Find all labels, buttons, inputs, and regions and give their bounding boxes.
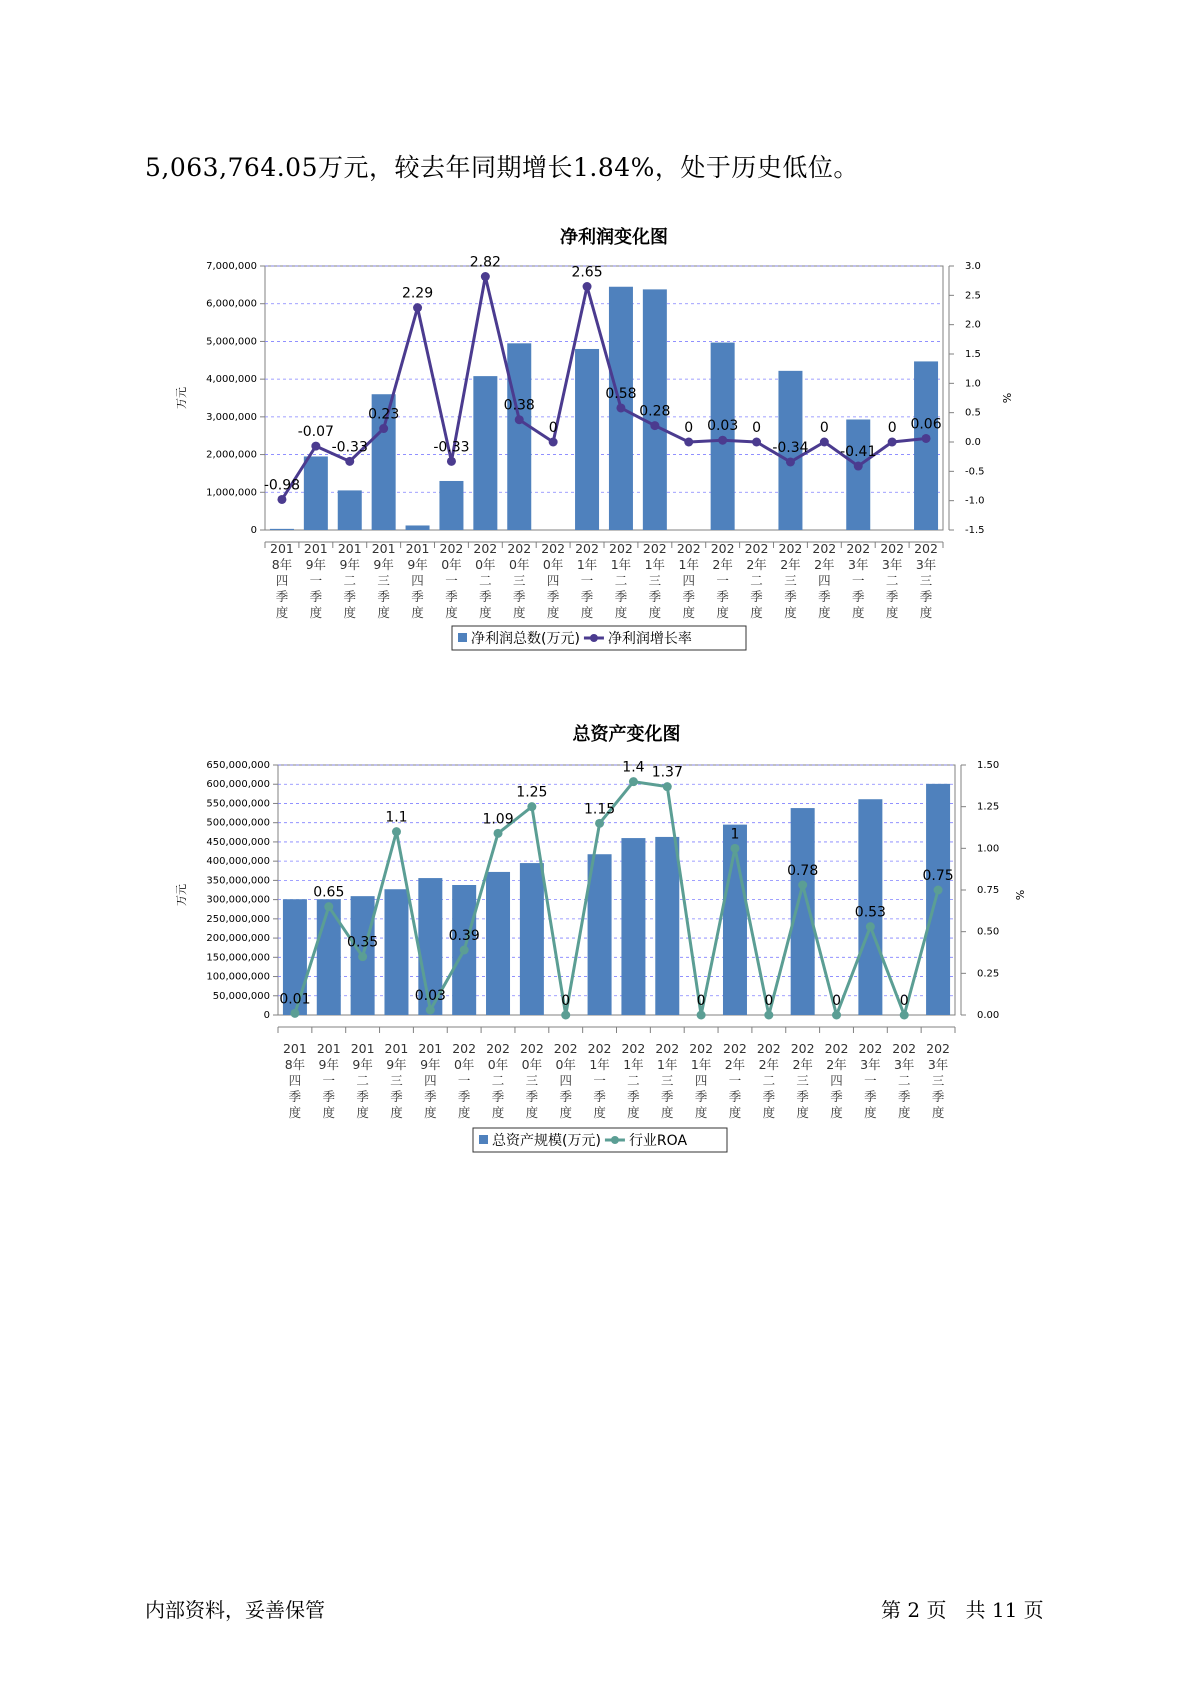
- legend-label-line: 行业ROA: [628, 1133, 688, 1149]
- y-tick-label: 550,000,000: [206, 798, 270, 810]
- y2-tick-label: 0.0: [965, 437, 981, 448]
- data-label: 0: [548, 420, 558, 436]
- y-tick-label: 2,000,000: [206, 449, 257, 461]
- line-point: [290, 1009, 299, 1018]
- data-label: 2.82: [469, 254, 501, 271]
- x-tick-label: 202 0年三季度: [519, 1041, 544, 1120]
- y-tick-label: 4,000,000: [206, 374, 257, 386]
- x-tick-label: 202 2年四季度: [812, 541, 837, 620]
- y2-tick-label: 0.25: [977, 968, 1000, 980]
- bar: [846, 419, 870, 530]
- chart-legend: [473, 1128, 727, 1152]
- data-label: 1.15: [583, 801, 616, 818]
- y2-tick-label: 1.0: [965, 378, 981, 390]
- x-tick-label: 201 9年二季度: [350, 1041, 375, 1120]
- y2-tick-label: -1.0: [965, 495, 985, 507]
- line-point: [358, 952, 367, 961]
- data-label: 1.25: [516, 784, 548, 801]
- data-label: 1.1: [385, 809, 408, 826]
- y2-axis-title: %: [1000, 392, 1013, 404]
- data-label: 0.06: [910, 416, 942, 433]
- y2-tick-label: 0.75: [977, 885, 1000, 896]
- line-point: [583, 282, 592, 291]
- line-point: [561, 1011, 570, 1020]
- data-label: 0.38: [503, 397, 535, 414]
- y-tick-label: 650,000,000: [206, 760, 270, 771]
- data-label: 1.4: [622, 759, 645, 776]
- bar: [384, 889, 408, 1015]
- line-point: [922, 434, 931, 443]
- line-point: [481, 272, 490, 281]
- y2-tick-label: 1.5: [965, 349, 981, 360]
- x-tick-label: 202 1年四季度: [689, 1041, 714, 1120]
- x-tick-label: 201 8年四季度: [282, 1041, 307, 1120]
- legend-label-bar: 净利润总数(万元): [471, 631, 580, 647]
- data-label: 0.23: [368, 406, 400, 423]
- x-tick-label: 202 0年三季度: [507, 541, 532, 620]
- y-tick-label: 450,000,000: [206, 836, 270, 848]
- x-tick-label: 202 3年二季度: [880, 541, 905, 620]
- data-label: 0.03: [414, 988, 446, 1004]
- x-tick-label: 202 0年一季度: [452, 1041, 477, 1120]
- data-label: 0: [696, 993, 706, 1009]
- data-label: 0: [561, 993, 571, 1009]
- line-point: [595, 819, 604, 828]
- x-tick-label: 202 3年一季度: [858, 1041, 883, 1120]
- y2-tick-label: 2.0: [965, 319, 981, 331]
- x-tick-label: 201 9年三季度: [371, 541, 396, 620]
- line-point: [798, 881, 807, 890]
- x-tick-label: 201 9年一季度: [316, 1041, 341, 1120]
- line-point: [786, 457, 795, 466]
- footer-page-number: 第 2 页 共 11 页: [881, 1598, 1044, 1622]
- y2-tick-label: 1.00: [977, 843, 1000, 855]
- x-tick-label: 202 3年一季度: [846, 541, 871, 620]
- line-point: [650, 421, 659, 430]
- bar: [270, 529, 294, 530]
- line-point: [324, 902, 333, 911]
- line-point: [888, 438, 897, 447]
- x-tick-label: 201 8年四季度: [270, 541, 294, 620]
- data-label: 0.78: [787, 863, 819, 879]
- line-point: [460, 946, 469, 955]
- y-tick-label: 0: [250, 525, 257, 536]
- y-tick-label: 350,000,000: [206, 875, 270, 887]
- x-tick-label: 202 2年四季度: [824, 1041, 849, 1120]
- x-tick-label: 202 2年一季度: [710, 541, 735, 620]
- x-tick-label: 202 2年一季度: [723, 1041, 747, 1120]
- data-label: 0.58: [605, 385, 637, 402]
- line-point: [549, 438, 558, 447]
- legend-label-line: 净利润增长率: [607, 631, 692, 647]
- data-label: 0.01: [279, 991, 311, 1008]
- data-label: 2.65: [571, 264, 603, 281]
- line-point: [345, 457, 354, 466]
- bar: [338, 490, 362, 530]
- x-tick-label: 202 0年二季度: [486, 1041, 510, 1120]
- y2-tick-label: 1.50: [977, 760, 1000, 771]
- y2-tick-label: 2.5: [965, 290, 981, 302]
- y-tick-label: 3,000,000: [206, 411, 257, 423]
- data-label: 0: [684, 420, 694, 436]
- data-label: 1.37: [651, 764, 683, 781]
- x-tick-label: 202 1年一季度: [575, 541, 599, 620]
- y-tick-label: 400,000,000: [206, 856, 270, 868]
- legend-label-bar: 总资产规模(万元): [492, 1133, 601, 1149]
- data-label: -0.34: [772, 439, 809, 456]
- line-point: [311, 442, 320, 451]
- line-point: [379, 424, 388, 433]
- y-tick-label: 200,000,000: [206, 933, 270, 945]
- x-tick-label: 202 3年三季度: [926, 1041, 951, 1120]
- footer-confidential: 内部资料，妥善保管: [145, 1598, 325, 1622]
- line-point: [832, 1011, 841, 1020]
- legend-bar-swatch: [458, 633, 467, 642]
- x-tick-label: 202 1年四季度: [676, 541, 701, 620]
- x-tick-label: 201 9年一季度: [303, 541, 328, 620]
- bar: [473, 376, 497, 530]
- y2-tick-label: 0.50: [977, 926, 1000, 938]
- x-tick-label: 202 1年三季度: [655, 1041, 680, 1120]
- plot-area: [265, 266, 943, 530]
- x-tick-label: 202 2年二季度: [756, 1041, 781, 1120]
- chart-title: 总资产变化图: [572, 724, 681, 745]
- legend-bar-swatch: [479, 1135, 488, 1144]
- data-label: 0: [764, 993, 774, 1009]
- line-point: [752, 438, 761, 447]
- data-label: -0.98: [263, 477, 301, 494]
- line-point: [718, 436, 727, 445]
- line-point: [866, 922, 875, 931]
- y-tick-label: 250,000,000: [206, 913, 270, 925]
- line-point: [494, 829, 503, 838]
- y-tick-label: 6,000,000: [206, 298, 257, 310]
- line-point: [697, 1011, 706, 1020]
- data-label: 2.29: [401, 285, 434, 302]
- y2-tick-label: -0.5: [965, 466, 985, 478]
- line-point: [629, 777, 638, 786]
- x-tick-label: 202 2年三季度: [778, 541, 803, 620]
- line-point: [413, 303, 422, 312]
- legend-line-marker: [611, 1136, 619, 1144]
- y2-tick-label: 0.00: [977, 1010, 1000, 1021]
- legend-line-marker: [590, 634, 598, 642]
- y2-tick-label: -1.5: [965, 525, 985, 536]
- data-label: 0.39: [448, 928, 480, 944]
- line-point: [900, 1011, 909, 1020]
- x-tick-label: 202 1年二季度: [621, 1041, 646, 1120]
- bar: [486, 872, 510, 1015]
- x-tick-label: 201 9年二季度: [337, 541, 362, 620]
- x-tick-label: 202 1年一季度: [587, 1041, 612, 1120]
- bar: [520, 863, 544, 1015]
- chart-title: 净利润变化图: [560, 227, 668, 248]
- data-label: 1.09: [482, 811, 514, 828]
- data-label: 1: [730, 826, 740, 843]
- data-label: 0.35: [347, 934, 379, 951]
- line-point: [392, 827, 401, 836]
- x-tick-label: 202 1年三季度: [642, 541, 667, 620]
- data-label: 0.65: [313, 884, 345, 901]
- data-label: 0.75: [922, 868, 954, 884]
- data-label: 0: [752, 420, 762, 436]
- line-point: [934, 886, 943, 895]
- x-tick-label: 202 2年三季度: [790, 1041, 815, 1120]
- y2-axis-title: %: [1013, 889, 1026, 901]
- bar: [914, 361, 938, 530]
- data-label: -0.41: [840, 444, 877, 461]
- y-tick-label: 5,000,000: [206, 336, 257, 348]
- x-tick-label: 201 9年四季度: [418, 1041, 443, 1120]
- data-label: -0.33: [433, 439, 470, 456]
- line-point: [616, 403, 625, 412]
- line-point: [447, 457, 456, 466]
- line-point: [820, 438, 829, 447]
- line-point: [426, 1006, 435, 1015]
- data-label: 0: [887, 420, 897, 436]
- line-point: [730, 844, 739, 853]
- data-label: 0.53: [854, 904, 886, 921]
- line-point: [854, 462, 863, 471]
- intro-paragraph: 5,063,764.05万元，较去年同期增长1.84%，处于历史低位。: [145, 153, 859, 182]
- x-tick-label: 202 3年三季度: [914, 541, 938, 620]
- data-label: -0.33: [331, 439, 368, 456]
- net-profit-chart: [0, 0, 1191, 690]
- line-point: [663, 782, 672, 791]
- x-tick-label: 201 9年三季度: [384, 1041, 409, 1120]
- line-point: [684, 438, 693, 447]
- y2-tick-label: 1.25: [977, 801, 1000, 813]
- y-tick-label: 150,000,000: [206, 952, 270, 964]
- data-label: -0.07: [297, 424, 334, 441]
- data-label: 0.28: [639, 403, 671, 420]
- x-tick-label: 202 1年二季度: [609, 541, 633, 620]
- line-point: [515, 415, 524, 424]
- chart-legend: [452, 626, 746, 650]
- y-axis-title: 万元: [175, 884, 188, 906]
- x-tick-label: 202 0年四季度: [541, 541, 566, 620]
- y-tick-label: 7,000,000: [206, 261, 257, 272]
- bar: [406, 525, 430, 530]
- data-label: 0: [832, 993, 841, 1009]
- data-label: 0: [819, 420, 829, 436]
- x-tick-label: 202 0年一季度: [439, 541, 464, 620]
- line-point: [527, 802, 536, 811]
- y-tick-label: 0: [263, 1010, 270, 1021]
- line-point: [277, 495, 286, 504]
- x-tick-label: 202 3年二季度: [892, 1041, 917, 1120]
- bar: [439, 481, 463, 530]
- data-label: 0: [899, 993, 909, 1009]
- data-label: 0.03: [707, 418, 739, 435]
- y-tick-label: 50,000,000: [212, 990, 270, 1002]
- bar: [575, 349, 599, 530]
- y-tick-label: 300,000,000: [206, 894, 270, 906]
- bar: [655, 837, 679, 1015]
- x-tick-label: 202 0年四季度: [553, 1041, 578, 1120]
- bar: [621, 838, 645, 1015]
- y-tick-label: 1,000,000: [206, 487, 257, 499]
- x-tick-label: 202 0年二季度: [473, 541, 498, 620]
- y-axis-title: 万元: [175, 387, 188, 409]
- bar: [926, 784, 950, 1015]
- y-tick-label: 500,000,000: [206, 817, 270, 829]
- y2-tick-label: 3.0: [965, 261, 981, 272]
- bar: [304, 456, 328, 530]
- total-assets-chart: [0, 690, 1191, 1190]
- x-tick-label: 201 9年四季度: [405, 541, 430, 620]
- y-tick-label: 100,000,000: [206, 971, 270, 983]
- y2-tick-label: 0.5: [965, 407, 981, 419]
- line-point: [764, 1011, 773, 1020]
- y-tick-label: 600,000,000: [206, 779, 270, 791]
- x-tick-label: 202 2年二季度: [744, 541, 769, 620]
- bar: [507, 343, 531, 530]
